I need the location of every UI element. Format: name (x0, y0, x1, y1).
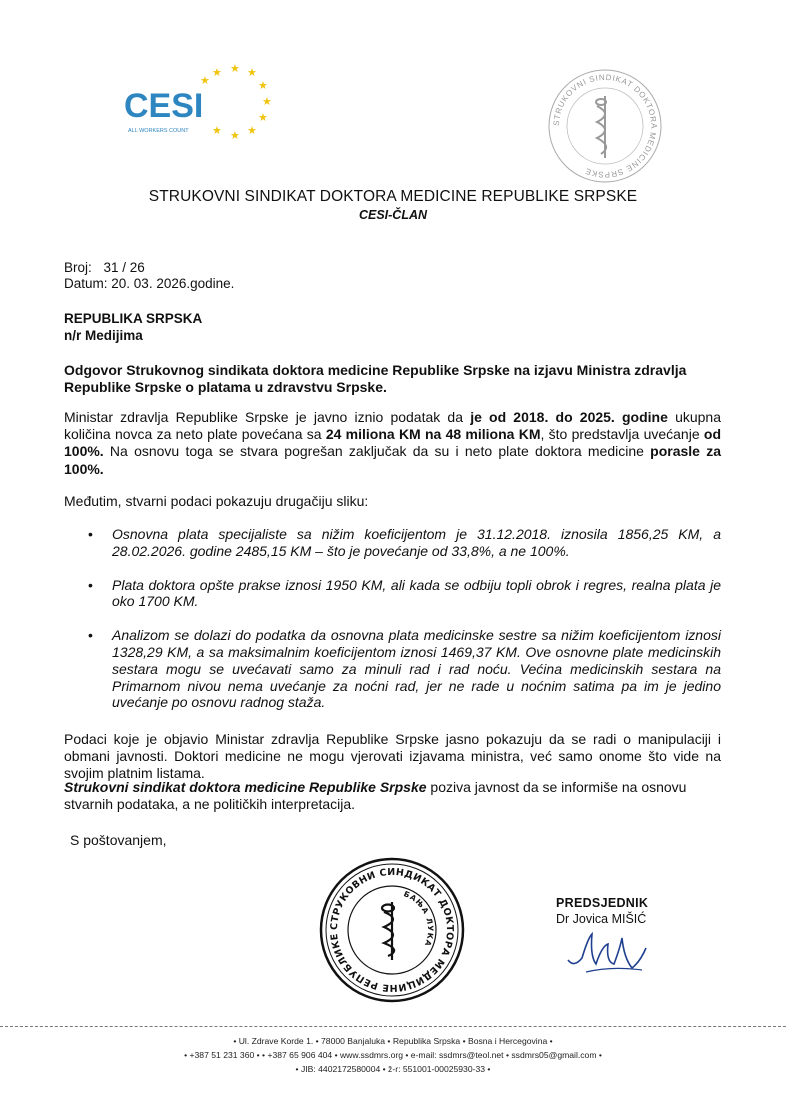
footer-address: • Ul. Zdrave Korde 1. • 78000 Banjaluka • Republika Srpska • Bosna i Hercegovina • (233, 1036, 553, 1046)
caduceus-icon (596, 96, 606, 158)
closing-salutation: S poštovanjem, (70, 832, 167, 848)
svg-text:БАЊА ЛУКА (402, 889, 435, 948)
p4-text: poziva javnost da se informiše na osnovu stvarnih podataka, a ne političkih interpretacija. (64, 779, 687, 813)
svg-text:★: ★ (258, 80, 268, 92)
signature-image (562, 928, 652, 974)
paragraph-3: Podaci koje je objavio Ministar zdravlja Republike Srpske jasno pokazuju da se radi o manipulaciji i obmani javnosti. Doktori medicine ne mogu vjerovati izjavama ministra, već samo onome što vide na svojim platnim listama. (64, 731, 721, 782)
list-item (64, 577, 721, 611)
p1-bold-1: je od 2018. do 2025. godine (470, 409, 668, 425)
list-item-text: Analizom se dolazi do podatka da osnovna plata medicinske sestre sa nižim koeficijentom iznosi 1328,29 KM, a sa maksimalnim koeficijentom iznosi 1469,37 KM. Ove osnovne plate medicinskih sestara mogu se uvećavati samo za minuli rad i rad noću. Većina medicinskih sestara na Primarnom nivou nema uvećanje za noćni rad, jer ne rade u noćnim satima pa im je jedino uvećanje po osnovu radnog staža. (112, 627, 721, 711)
paragraph-4 (64, 779, 721, 813)
recipient-line1: REPUBLIKA SRPSKA (64, 311, 203, 326)
p4-union-name: Strukovni sindikat doktora medicine Republike Srpske (64, 779, 427, 795)
svg-text:★: ★ (262, 96, 272, 108)
svg-text:★: ★ (247, 67, 257, 79)
subject-line: Odgovor Strukovnog sindikata doktora medicine Republike Srpske na izjavu Ministra zdravlja Republike Srpske o platama u zdravstvu Srpske. (64, 362, 687, 396)
svg-text:★: ★ (247, 125, 257, 137)
svg-text:★: ★ (212, 125, 222, 137)
cesi-brand-text: CESI (124, 87, 204, 125)
svg-text:★: ★ (258, 112, 268, 124)
cesi-logo (120, 62, 280, 144)
document-date (64, 276, 234, 291)
signatory-name: Dr Jovica MIŠIĆ (556, 912, 647, 926)
seal-top-text: STRUKOVNI SINDIKAT DOKTORA MEDICINE SRPSKE (551, 72, 659, 180)
organization-subtitle: CESI-ČLAN (358, 208, 428, 222)
official-stamp (318, 856, 466, 1004)
caduceus-icon (382, 902, 394, 960)
paragraph-2: Međutim, stvarni podaci pokazuju drugačiju sliku: (64, 493, 369, 509)
p1-bold-4: porasle za 100%. (64, 443, 721, 477)
footer-divider (0, 1026, 786, 1027)
p1-text-4: Na osnovu toga se stvara pogrešan zaključak da su i neto plate doktora medicine (103, 443, 651, 460)
stamp-inner-text: БАЊА ЛУКА (402, 889, 436, 949)
footer-contacts: • +387 51 231 360 • • +387 65 906 404 • www.ssdmrs.org • e-mail: ssdmrs@teol.net • ssdmrs05@gmail.com • (184, 1050, 602, 1060)
organization-title: STRUKOVNI SINDIKAT DOKTORA MEDICINE REPUBLIKE SRPSKE (148, 188, 638, 205)
datum-label: Datum: (64, 276, 108, 291)
datum-value: 20. 03. 2026.godine. (111, 276, 235, 291)
bullet-icon: • (88, 627, 93, 644)
p1-text-2: ukupna količina novca za neto plate povećana sa (64, 409, 721, 443)
list-item (64, 627, 721, 711)
p1-bold-3: od 100%. (64, 426, 721, 460)
bullet-icon: • (88, 526, 93, 542)
stamp-outer-text: СТРУКОВНИ СИНДИКАТ ДОКТОРА МЕДИЦИНЕ РЕПУБЛИКЕ (328, 866, 456, 994)
svg-text:★: ★ (200, 75, 210, 87)
broj-label: Broj: (64, 260, 92, 275)
list-item-text: Osnovna plata specijaliste sa nižim koeficijentom je 31.12.2018. iznosila 1856,25 KM, a 28.02.2026. godine 2485,15 KM – što je povećanje od 33,8%, a ne 100%. (112, 526, 721, 559)
p1-bold-2: 24 miliona KM na 48 miliona KM (325, 426, 541, 443)
paragraph-1 (64, 409, 721, 478)
svg-text:★: ★ (230, 63, 240, 75)
p1-text-1: Ministar zdravlja Republike Srpske je javno iznio podatak da (64, 409, 471, 425)
svg-text:★: ★ (230, 130, 240, 142)
document-number (64, 260, 145, 275)
union-seal-top (545, 66, 665, 186)
footer-registration: • JIB: 4402172580004 • ž-r: 551001-00025930-33 • (295, 1064, 491, 1074)
recipient-line2: n/r Medijima (64, 328, 143, 343)
eu-stars-icon (200, 63, 272, 142)
broj-value: 31 / 26 (103, 260, 145, 275)
list-item (64, 526, 721, 560)
signatory-title: PREDSJEDNIK (556, 896, 649, 910)
cesi-tagline: ALL WORKERS COUNT (128, 128, 189, 134)
svg-text:★: ★ (212, 67, 222, 79)
p1-text-3: , što predstavlja uvećanje (540, 426, 704, 443)
bullet-icon: • (88, 576, 93, 593)
salary-facts-list (64, 526, 721, 728)
list-item-text: Plata doktora opšte prakse iznosi 1950 KM, ali kada se odbiju topli obrok i regres, realna plata je oko 1700 KM. (112, 576, 721, 610)
